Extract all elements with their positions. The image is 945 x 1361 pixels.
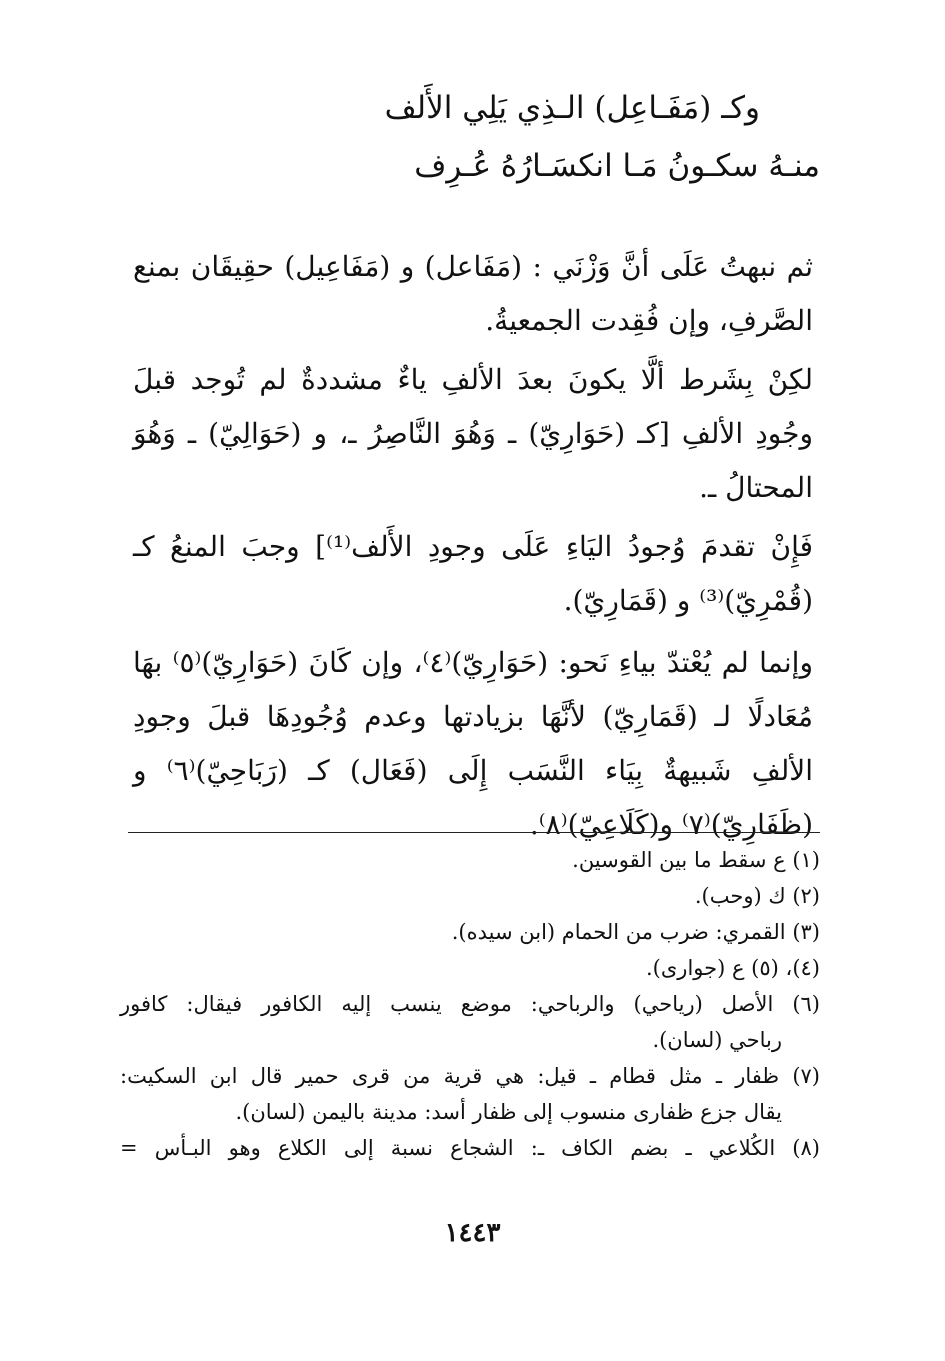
- footnote-7: (٧) ظفار ـ مثل قطام ـ قيل: هي قرية من قرى حمير قال ابن السكيت:: [120, 1064, 820, 1088]
- paragraph-1: ثم نبهتُ عَلَى أنَّ وَزْنَي : (مَفَاعل) و (مَفَاعِيل) حقِيقَان بمنع الصَّرفِ، وإن فُقِدت الجمعيةُ.: [133, 250, 813, 337]
- footnote-7-continuation: يقال جزع ظفارى منسوب إلى ظفار أسد: مدينة باليمن (لسان).: [235, 1100, 782, 1124]
- paragraph-4: وإنما لم يُعْتدّ بياءِ نَحو: (حَوَارِيّ)⁽٤⁾، وإن كَانَ (حَوَارِيّ)⁽٥⁾ بهَا مُعَادلًا لـ (قَمَارِيّ) لأنَّهَا بزيادتها وعدم وُجُودِهَا قبلَ وجودِ الألفِ شَبيهةٌ بِيَاء النَّسَب إِلَى (فَعَال) كـ (رَبَاحِيّ)⁽٦⁾ و (ظَفَارِيّ)⁽٧⁾ و(كَلَاعِيّ)⁽٨⁾.: [133, 646, 813, 841]
- footnote-2: (٢) ك (وحب).: [694, 884, 820, 908]
- page-number: ١٤٤٣: [444, 1218, 501, 1248]
- footnote-6: (٦) الأصل (رياحي) والرباحي: موضع ينسب إليه الكافور فيقال: كافور: [120, 992, 820, 1016]
- footnote-8: (٨) الكُلاعي ـ بضم الكاف ـ: الشجاع نسبة إلى الكلاع وهو البـأس =: [120, 1136, 820, 1160]
- footnote-3: (٣) القمري: ضرب من الحمام (ابن سيده).: [451, 920, 820, 944]
- footnote-4: (٤)، (٥) ع (جوارى).: [646, 956, 820, 980]
- footnotes-section: [120, 842, 820, 1166]
- paragraph-2: لكِنْ بِشَرط ألَّا يكونَ بعدَ الألفِ ياءٌ مشددةٌ لم تُوجد قبلَ وجُودِ الألفِ [كـ (حَوَارِيّ) ـ وَهُوَ النَّاصِرُ ـ، و (حَوَالِيّ) ـ وَهُوَ المحتالُ ـ.: [133, 363, 813, 504]
- verse-line-1: وكـ (مَفَـاعِل) الـذِي يَلِي الأَلف: [384, 90, 760, 126]
- verse-line-2: منـهُ سكـونُ مَـا انكسَـارُهُ عُـرِف: [414, 148, 820, 184]
- paragraph-3: فَإِنْ تقدمَ وُجودُ اليَاءِ عَلَى وجودِ الأَلف⁽¹⁾] وجبَ المنعُ كـ (قُمْرِيّ)⁽³⁾ و (قَمَارِيّ).: [133, 530, 814, 617]
- footnote-6-continuation: رباحي (لسان).: [652, 1028, 782, 1052]
- footnote-1: (١) ع سقط ما بين القوسين.: [572, 848, 820, 872]
- footnote-separator: [128, 832, 820, 833]
